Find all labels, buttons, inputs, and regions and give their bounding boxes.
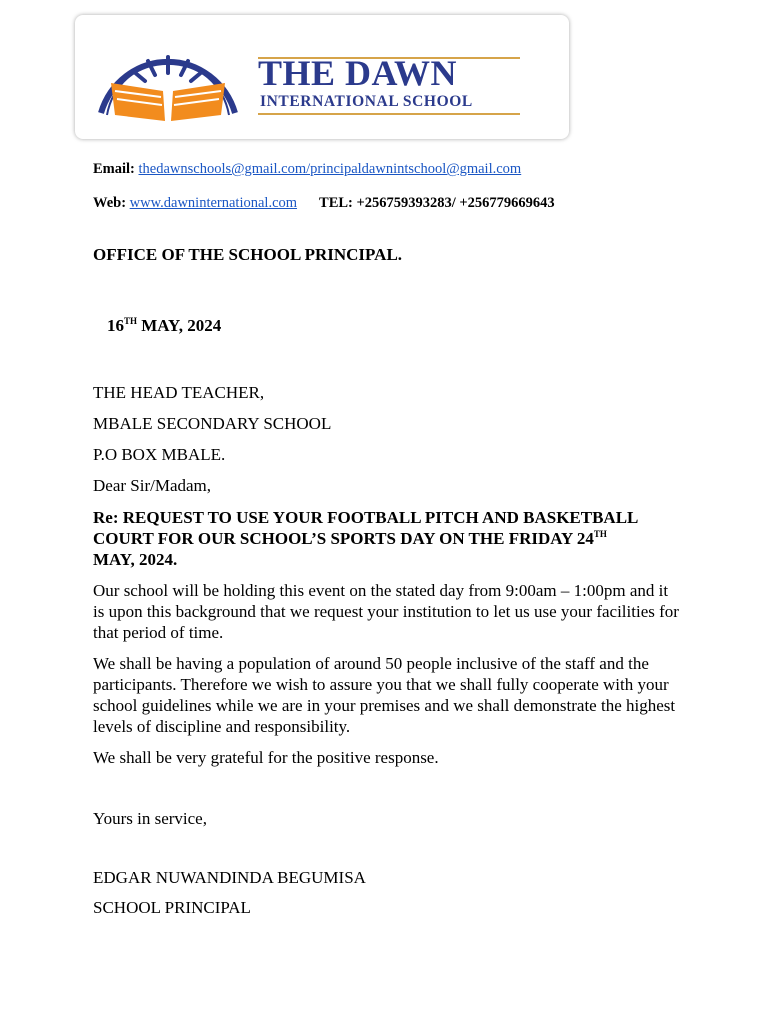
salutation: Dear Sir/Madam, — [93, 476, 212, 495]
body-paragraph-3: We shall be very grateful for the positive response. — [93, 748, 439, 767]
web-line — [93, 195, 555, 212]
subject-line: Re: REQUEST TO USE YOUR FOOTBALL PITCH AND BASKETBALL COURT FOR OUR SCHOOL’S SPORTS DAY ON THE FRIDAY 24TH MAY, 2024. — [93, 508, 638, 569]
signatory-title: SCHOOL PRINCIPAL — [93, 898, 251, 917]
closing: Yours in service, — [93, 809, 207, 828]
office-heading: OFFICE OF THE SCHOOL PRINCIPAL. — [93, 245, 403, 264]
tel-label: TEL: — [319, 195, 353, 211]
tel-value: +256759393283/ +256779669643 — [356, 195, 555, 211]
web-label: Web: — [93, 195, 127, 211]
letterhead — [75, 15, 569, 139]
body-paragraph-1: Our school will be holding this event on the stated day from 9:00am – 1:00pm and it is upon this background that we request your institution to let us use your facilities for that period of time. — [93, 581, 679, 642]
recipient-line-3: P.O BOX MBALE. — [93, 445, 226, 464]
school-logo-icon — [93, 33, 243, 125]
signatory-name: EDGAR NUWANDINDA BEGUMISA — [93, 868, 366, 887]
web-link[interactable]: www.dawninternational.com — [129, 195, 298, 211]
school-name: THE DAWN — [258, 53, 458, 93]
recipient-line-2: MBALE SECONDARY SCHOOL — [93, 414, 332, 433]
body-paragraph-2: We shall be having a population of around 50 people inclusive of the staff and the participants. Therefore we wish to assure you that we shall fully cooperate with your school guidelines while we are in your premises and we shall demonstrate the highest levels of discipline and responsibility. — [93, 654, 676, 736]
school-subtitle: INTERNATIONAL SCHOOL — [260, 93, 473, 110]
recipient-line-1: THE HEAD TEACHER, — [93, 383, 265, 402]
brand-rule-bottom — [258, 113, 520, 115]
email-line — [93, 161, 521, 178]
email-label: Email: — [93, 161, 135, 177]
letter-date: 16TH MAY, 2024 — [107, 316, 222, 335]
email-link[interactable]: thedawnschools@gmail.com/principaldawnintschool@gmail.com — [138, 161, 522, 177]
